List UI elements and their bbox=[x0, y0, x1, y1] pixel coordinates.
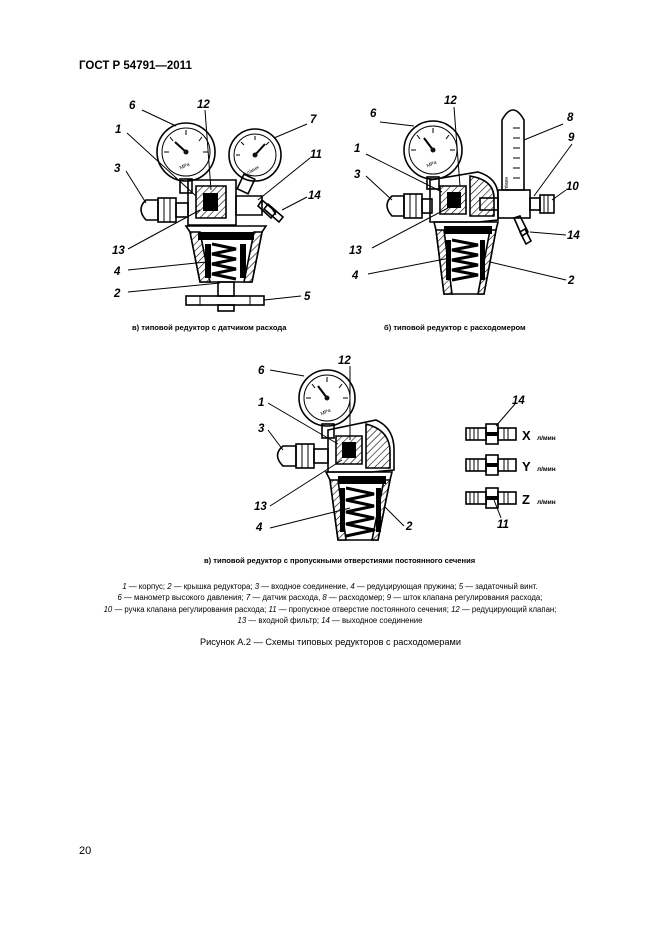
label-a-14: 14 bbox=[308, 190, 321, 202]
legend-number: 1 bbox=[122, 582, 127, 591]
flow-control-knob-b bbox=[530, 195, 554, 213]
legend-text: — ручка клапана регулирования расхода; bbox=[112, 604, 269, 614]
svg-text:л/мин: л/мин bbox=[245, 164, 261, 177]
legend-text: — пропускное отверстие постоянного сечения; bbox=[276, 604, 452, 614]
legend-text: — шток клапана регулирования расхода; bbox=[391, 593, 543, 603]
label-b-9: 9 bbox=[568, 132, 575, 144]
legend-text: — манометр высокого давления; bbox=[121, 593, 246, 603]
diagram-c-fixed-orifice-regulator bbox=[254, 355, 556, 540]
orifice-fittings bbox=[466, 395, 556, 531]
page-number: 20 bbox=[79, 845, 92, 857]
label-c-14: 14 bbox=[512, 395, 525, 407]
caption-diagram-a: в) типовой редуктор с датчиком расхода bbox=[132, 323, 287, 332]
label-b-1: 1 bbox=[354, 143, 361, 155]
legend-number: 11 bbox=[268, 604, 277, 614]
diagram-b-flowmeter-regulator bbox=[349, 95, 580, 294]
legend-text: — задаточный винт. bbox=[463, 582, 538, 591]
caption-diagram-b: б) типовой редуктор с расходомером bbox=[384, 323, 526, 332]
label-a-12: 12 bbox=[197, 99, 210, 111]
legend-line bbox=[30, 581, 630, 592]
legend-number: 5 bbox=[458, 582, 464, 591]
legend-text: — входное соединение, bbox=[259, 582, 351, 591]
label-a-3: 3 bbox=[114, 163, 121, 175]
orifice-x-letter: X bbox=[522, 428, 531, 443]
svg-text:MPa: MPa bbox=[178, 161, 191, 172]
legend-line bbox=[30, 615, 630, 626]
inlet-connection-b bbox=[387, 194, 432, 218]
legend-text: — корпус; bbox=[126, 582, 168, 591]
svg-text:MPa: MPa bbox=[319, 407, 332, 418]
orifice-y-unit: л/мин bbox=[537, 466, 556, 473]
orifice-z-letter: Z bbox=[522, 492, 530, 507]
legend-text: — входной фильтр; bbox=[246, 615, 322, 625]
legend-line bbox=[30, 604, 630, 615]
legend-number: 7 bbox=[245, 593, 251, 603]
orifice-x-unit: л/мин bbox=[537, 435, 556, 442]
legend-number: 6 bbox=[117, 593, 122, 603]
label-b-12: 12 bbox=[444, 95, 457, 107]
legend-number: 12 bbox=[451, 604, 460, 614]
caption-diagram-c: в) типовой редуктор с пропускными отверстиями постоянного сечения bbox=[204, 556, 476, 565]
legend-number: 13 bbox=[237, 615, 247, 625]
legend-text: — редуцирующий клапан; bbox=[459, 604, 557, 614]
legend-number: 3 bbox=[254, 582, 260, 591]
orifice-x bbox=[466, 424, 516, 444]
label-a-4: 4 bbox=[114, 266, 121, 278]
legend-line bbox=[30, 592, 630, 603]
label-c-11: 11 bbox=[497, 519, 509, 531]
legend-text: — расходомер; bbox=[326, 593, 387, 603]
label-a-2: 2 bbox=[114, 288, 121, 300]
figure-caption: Рисунок А.2 — Схемы типовых редукторов с расходомерами bbox=[200, 637, 461, 647]
legend-number: 10 bbox=[103, 604, 113, 614]
inlet-connection-c bbox=[278, 444, 329, 468]
label-b-3: 3 bbox=[354, 169, 361, 181]
orifice-z-unit: л/мин bbox=[537, 499, 556, 506]
label-c-13: 13 bbox=[254, 501, 267, 513]
orifice-z bbox=[466, 488, 516, 508]
orifice-y-letter: Y bbox=[522, 459, 531, 474]
legend-text: — крышка редуктора; bbox=[171, 582, 255, 591]
label-c-12: 12 bbox=[338, 355, 351, 367]
label-a-5: 5 bbox=[304, 291, 311, 303]
orifice-y bbox=[466, 455, 516, 475]
label-b-14: 14 bbox=[567, 230, 580, 242]
label-c-4: 4 bbox=[256, 522, 263, 534]
label-a-11: 11 bbox=[310, 149, 322, 161]
document-header: ГОСТ Р 54791—2011 bbox=[79, 60, 192, 72]
label-a-6: 6 bbox=[129, 100, 136, 112]
label-b-2: 2 bbox=[568, 275, 575, 287]
legend-text: — редуцирующая пружина; bbox=[354, 582, 459, 591]
label-a-13: 13 bbox=[112, 245, 125, 257]
gauge-b-unit: MPa bbox=[425, 159, 438, 170]
adjusting-screw-a bbox=[186, 282, 264, 311]
legend-number: 14 bbox=[321, 615, 330, 625]
legend-number: 8 bbox=[322, 593, 327, 603]
label-c-2: 2 bbox=[406, 521, 413, 533]
label-c-3: 3 bbox=[258, 423, 265, 435]
legend-number: 9 bbox=[386, 593, 392, 603]
label-c-1: 1 bbox=[258, 397, 265, 409]
legend-text: — датчик расхода, bbox=[250, 593, 323, 603]
label-a-1: 1 bbox=[115, 124, 122, 136]
label-b-6: 6 bbox=[370, 108, 377, 120]
label-b-10: 10 bbox=[566, 181, 579, 193]
figure-legend bbox=[30, 581, 630, 626]
pressure-gauge-c bbox=[299, 370, 355, 438]
label-a-7: 7 bbox=[310, 114, 317, 126]
inlet-connection-a bbox=[141, 198, 188, 222]
label-b-13: 13 bbox=[349, 245, 362, 257]
label-b-8: 8 bbox=[567, 112, 574, 124]
legend-number: 2 bbox=[167, 582, 172, 591]
label-c-6: 6 bbox=[258, 365, 265, 377]
diagram-a-flow-sensor-regulator bbox=[112, 99, 322, 311]
legend-number: 4 bbox=[350, 582, 355, 591]
label-b-4: 4 bbox=[352, 270, 359, 282]
flowmeter-unit: л/мин bbox=[504, 176, 510, 190]
legend-text: — выходное соединение bbox=[329, 615, 423, 625]
